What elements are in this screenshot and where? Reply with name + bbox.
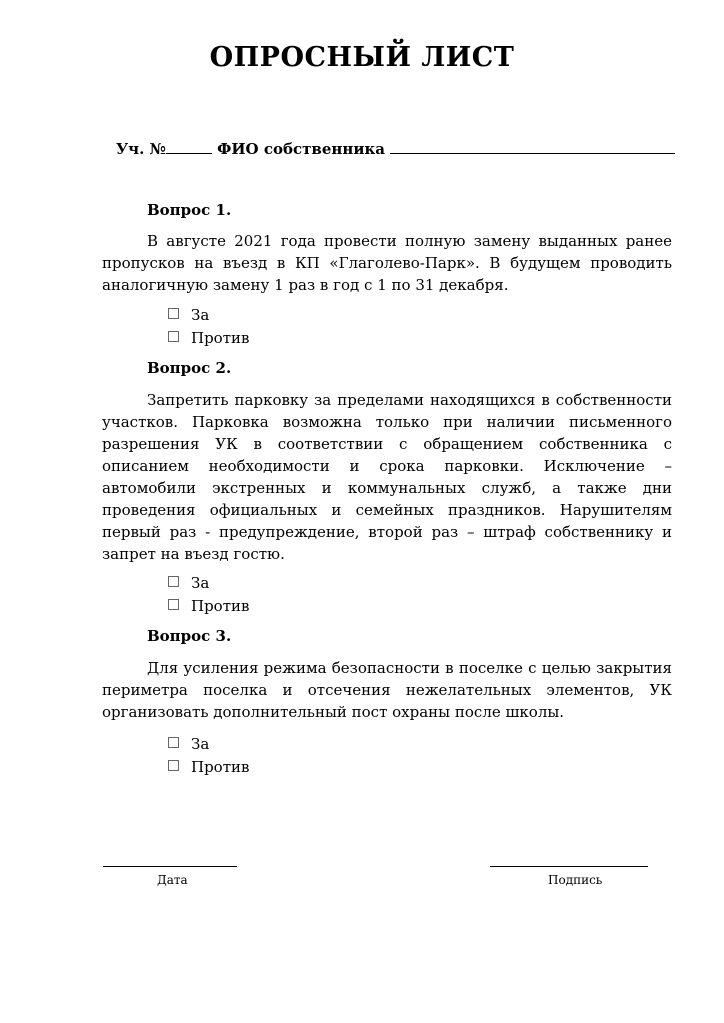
question-3-heading: Вопрос 3. xyxy=(147,627,232,645)
checkbox-icon[interactable] xyxy=(168,308,179,319)
question-2-heading: Вопрос 2. xyxy=(147,359,232,377)
option-label: Против xyxy=(191,758,250,776)
question-2-text: Запретить парковку за пределами находящихся в собственности участков. Парковка возможна только при наличии письменного разрешения УК в соответствии с обращением собственника с описанием необходимости и срока парковки. Исключение – автомобили экстренных и коммунальных служб, а также дни проведения официальных и семейных праздников. Нарушителям первый раз - предупреждение, второй раз – штраф собственнику и запрет на въезд гостю. xyxy=(102,391,672,563)
question-1-option-for[interactable] xyxy=(168,305,209,325)
owner-name-label: ФИО собственника xyxy=(217,140,386,158)
checkbox-icon[interactable] xyxy=(168,737,179,748)
question-1-heading: Вопрос 1. xyxy=(147,201,232,219)
option-label: За xyxy=(191,735,210,753)
question-2-option-against[interactable] xyxy=(168,596,249,616)
plot-number-label: Уч. № xyxy=(116,140,166,158)
question-3-option-against[interactable] xyxy=(168,757,249,777)
checkbox-icon[interactable] xyxy=(168,599,179,610)
owner-name-field[interactable] xyxy=(390,140,675,154)
signature-line[interactable] xyxy=(490,866,648,867)
option-label: Против xyxy=(191,329,250,347)
question-2-option-for[interactable] xyxy=(168,573,209,593)
date-label: Дата xyxy=(157,873,188,887)
checkbox-icon[interactable] xyxy=(168,576,179,587)
option-label: За xyxy=(191,306,210,324)
checkbox-icon[interactable] xyxy=(168,760,179,771)
date-line[interactable] xyxy=(103,866,237,867)
option-label: За xyxy=(191,574,210,592)
page-title: ОПРОСНЫЙ ЛИСТ xyxy=(209,42,515,73)
plot-number-field[interactable] xyxy=(166,140,212,154)
owner-info-line xyxy=(116,140,676,158)
signature-label: Подпись xyxy=(548,873,603,887)
checkbox-icon[interactable] xyxy=(168,331,179,342)
question-1-text: В августе 2021 года провести полную замену выданных ранее пропусков на въезд в КП «Глаголево-Парк». В будущем проводить аналогичную замену 1 раз в год с 1 по 31 декабря. xyxy=(102,232,672,294)
option-label: Против xyxy=(191,597,250,615)
question-1-option-against[interactable] xyxy=(168,328,249,348)
question-3-option-for[interactable] xyxy=(168,734,209,754)
question-3-text: Для усиления режима безопасности в поселке с целью закрытия периметра поселка и отсечения нежелательных элементов, УК организовать дополнительный пост охраны после школы. xyxy=(102,659,672,721)
